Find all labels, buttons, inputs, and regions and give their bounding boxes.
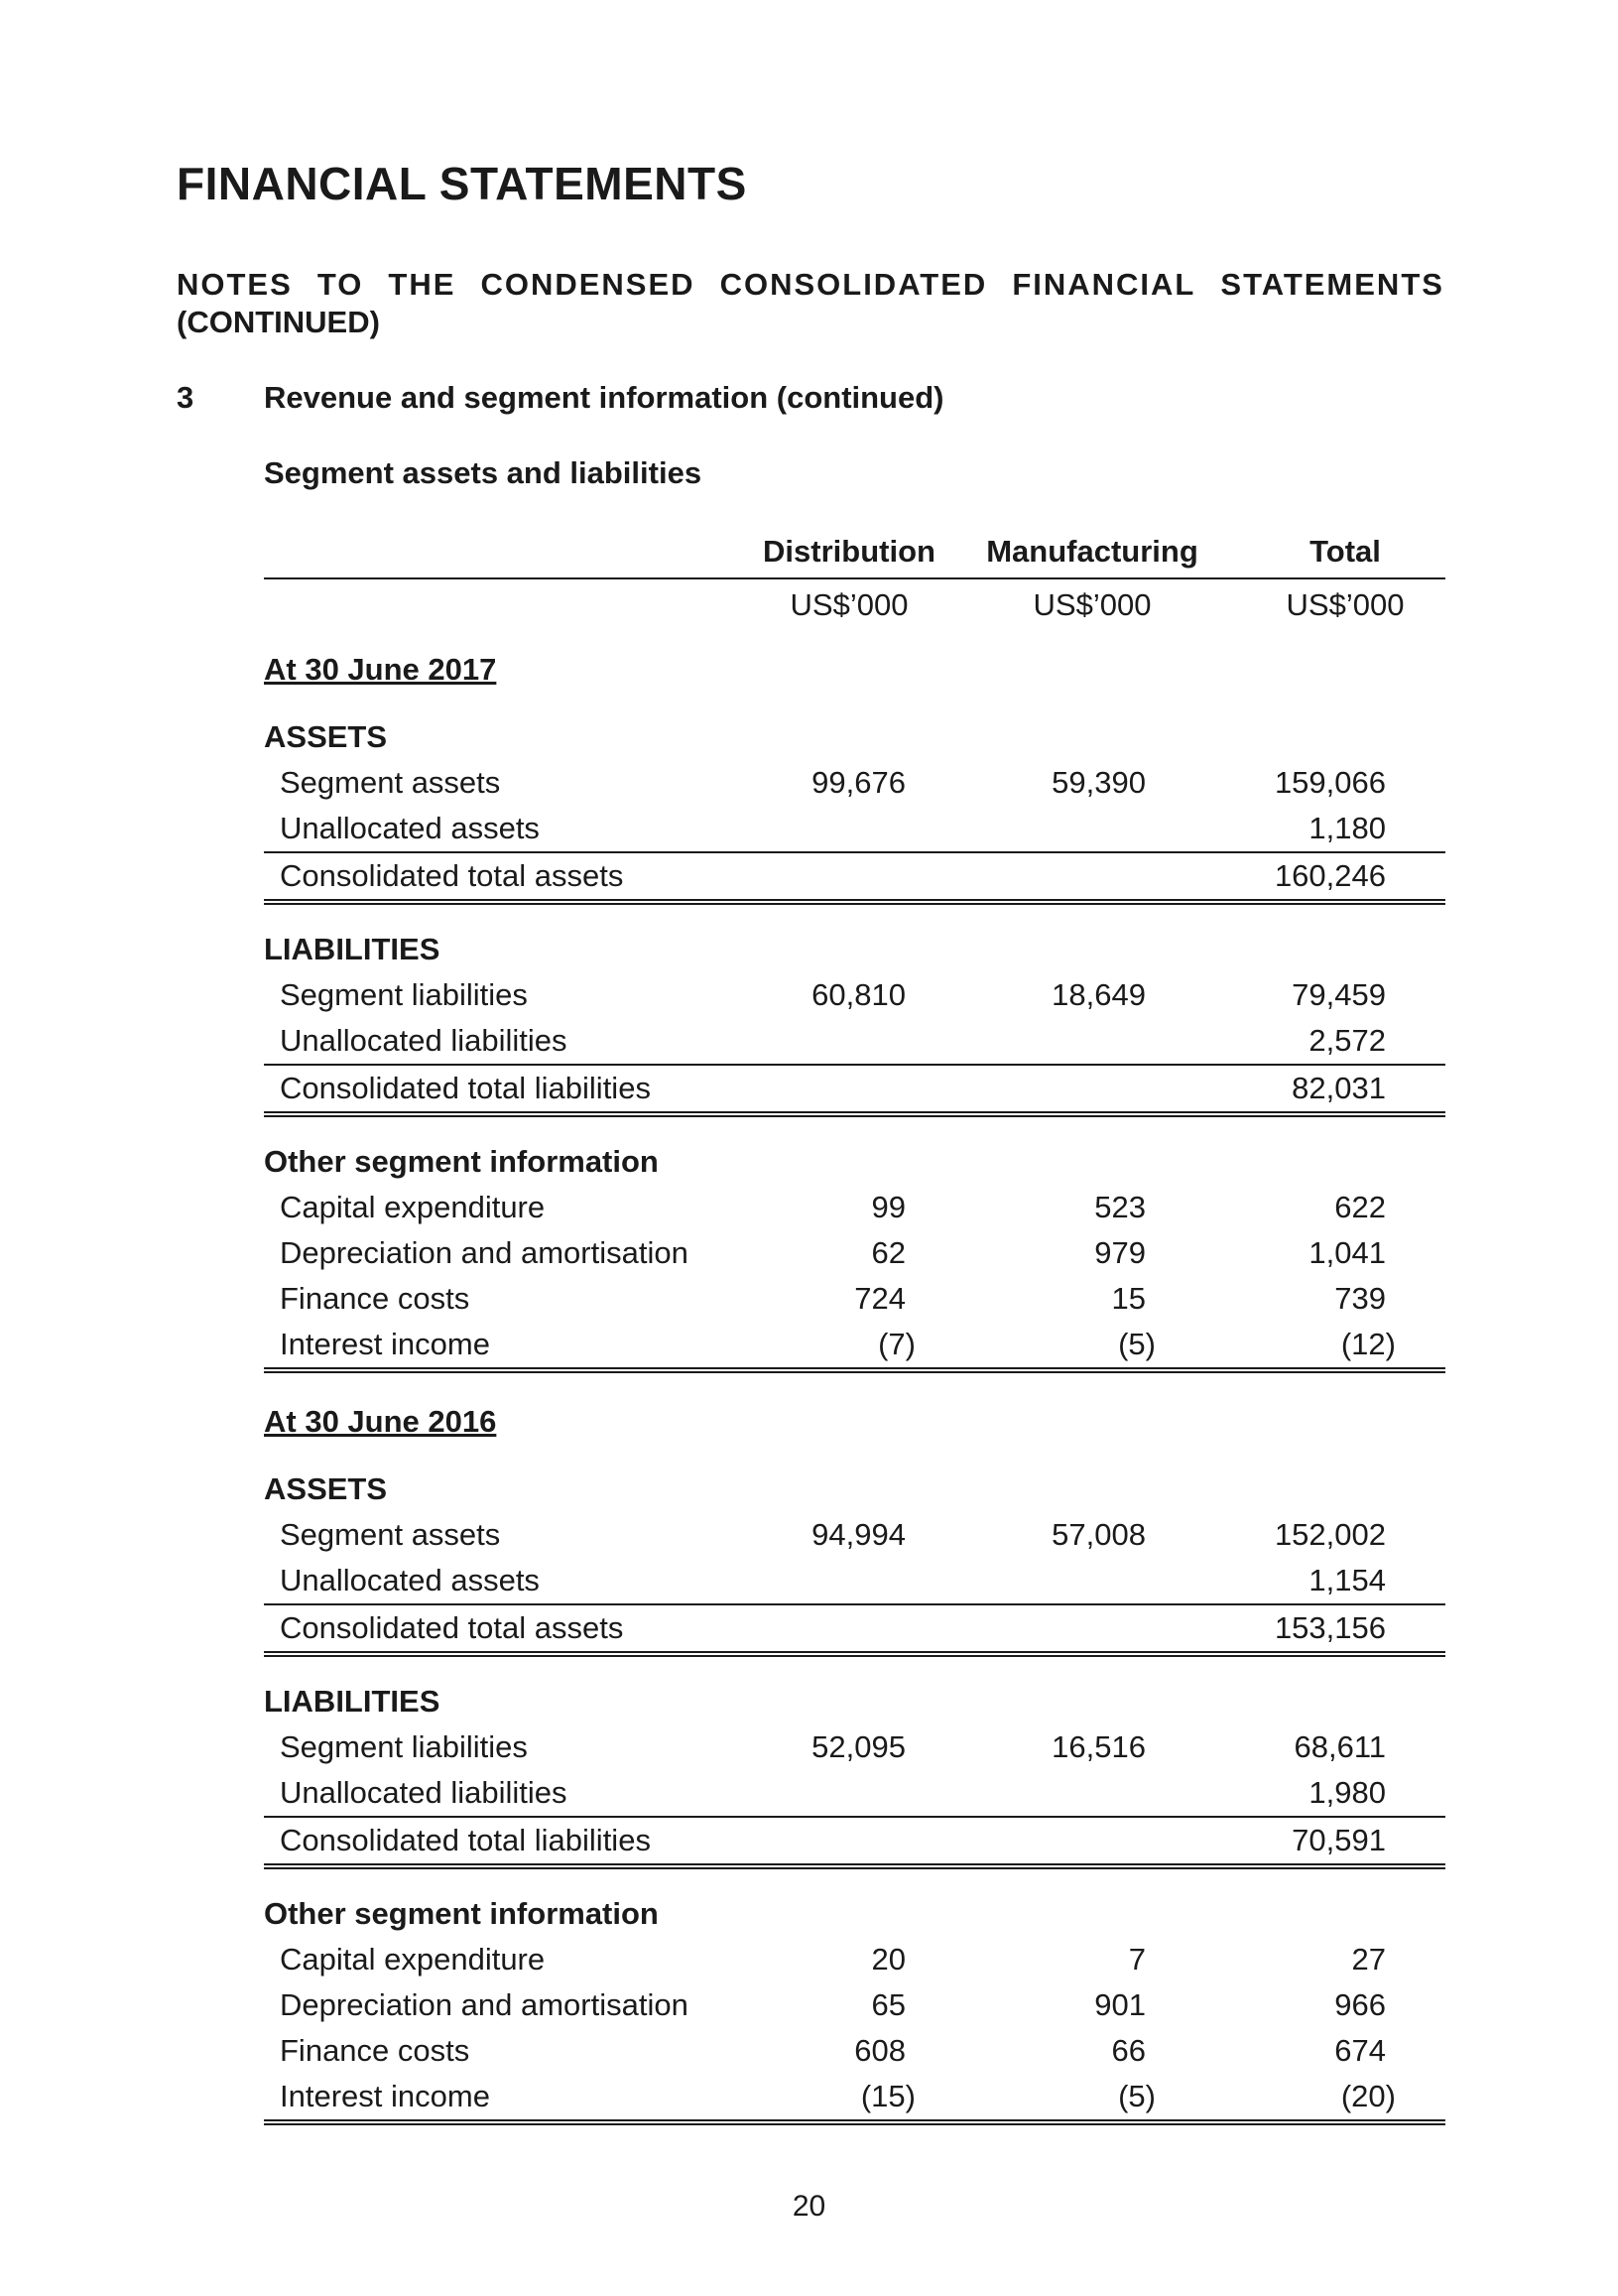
notes-heading-continued: (CONTINUED) <box>177 305 380 339</box>
cell-total: 153,156 <box>1274 1610 1386 1645</box>
cell-distribution: 94,994 <box>811 1517 906 1552</box>
cell-total: 79,459 <box>1292 977 1386 1012</box>
cell-total: 622 <box>1334 1190 1386 1224</box>
cell-total: 160,246 <box>1274 858 1386 893</box>
cell-distribution: 99,676 <box>811 765 906 800</box>
notes-heading-word: STATEMENTS <box>1220 267 1444 302</box>
cell-manufacturing: 979 <box>1094 1235 1146 1270</box>
cell-manufacturing: 18,649 <box>1052 977 1146 1012</box>
notes-heading-word: CONSOLIDATED <box>719 267 988 302</box>
row-label: Unallocated liabilities <box>280 1775 567 1810</box>
unit-label: US$’000 <box>790 587 909 622</box>
cell-manufacturing: 66 <box>1111 2033 1146 2068</box>
row-label: Segment liabilities <box>280 977 528 1012</box>
table-row <box>264 1018 1445 1064</box>
section-number: 3 <box>177 380 194 415</box>
cell-total: 739 <box>1334 1281 1386 1316</box>
cell-distribution: (7) <box>878 1327 916 1361</box>
row-label: Consolidated total assets <box>280 1610 624 1645</box>
row-label: Segment assets <box>280 765 501 800</box>
row-label: Segment liabilities <box>280 1729 528 1764</box>
notes-heading-word: THE <box>388 267 456 302</box>
row-label: Interest income <box>280 1327 490 1361</box>
cell-manufacturing: 57,008 <box>1052 1517 1146 1552</box>
row-label: Consolidated total liabilities <box>280 1071 651 1105</box>
table-row-total <box>264 1064 1445 1117</box>
table-row-total <box>264 1816 1445 1869</box>
table-row <box>264 1770 1445 1816</box>
period-heading-2016: At 30 June 2016 <box>264 1404 497 1439</box>
row-label: Depreciation and amortisation <box>280 1987 688 2022</box>
group-heading-other: Other segment information <box>264 1896 659 1931</box>
table-row <box>264 760 1445 806</box>
table-row <box>264 1937 1445 1982</box>
row-label: Capital expenditure <box>280 1190 546 1224</box>
cell-manufacturing: 523 <box>1094 1190 1146 1224</box>
column-header-distribution: Distribution <box>763 534 935 569</box>
group-heading-assets: ASSETS <box>264 719 388 754</box>
cell-distribution: 608 <box>854 2033 906 2068</box>
table-row <box>264 1982 1445 2028</box>
row-label: Interest income <box>280 2079 490 2113</box>
notes-heading-line <box>177 266 1444 304</box>
notes-heading-word: NOTES <box>177 267 293 302</box>
row-label: Depreciation and amortisation <box>280 1235 688 1270</box>
row-label: Unallocated assets <box>280 811 540 845</box>
group-heading-liabilities: LIABILITIES <box>264 1684 440 1719</box>
row-label: Finance costs <box>280 1281 470 1316</box>
section-subtitle: Segment assets and liabilities <box>264 455 702 490</box>
table-header-row <box>264 526 1445 579</box>
row-label: Capital expenditure <box>280 1942 546 1977</box>
table-row-total <box>264 1603 1445 1657</box>
unit-label: US$’000 <box>1033 587 1152 622</box>
cell-total: 70,591 <box>1292 1823 1386 1857</box>
group-heading-other: Other segment information <box>264 1144 659 1179</box>
row-label: Consolidated total assets <box>280 858 624 893</box>
table-row <box>264 806 1445 851</box>
cell-total: 2,572 <box>1308 1023 1386 1058</box>
table-row <box>264 1185 1445 1230</box>
table-row <box>264 2028 1445 2074</box>
table-row <box>264 1276 1445 1322</box>
row-label: Unallocated assets <box>280 1563 540 1597</box>
cell-distribution: 724 <box>854 1281 906 1316</box>
table-row-total <box>264 851 1445 905</box>
cell-manufacturing: (5) <box>1118 2079 1156 2113</box>
cell-total: 159,066 <box>1274 765 1386 800</box>
cell-total: 82,031 <box>1292 1071 1386 1105</box>
table-row <box>264 1322 1445 1373</box>
row-label: Segment assets <box>280 1517 501 1552</box>
row-label: Consolidated total liabilities <box>280 1823 651 1857</box>
row-label: Finance costs <box>280 2033 470 2068</box>
table-row <box>264 1230 1445 1276</box>
group-heading-liabilities: LIABILITIES <box>264 932 440 966</box>
row-label: Unallocated liabilities <box>280 1023 567 1058</box>
cell-manufacturing: (5) <box>1118 1327 1156 1361</box>
table-row <box>264 972 1445 1018</box>
notes-heading-word: FINANCIAL <box>1012 267 1196 302</box>
column-header-total: Total <box>1309 534 1381 569</box>
column-header-manufacturing: Manufacturing <box>986 534 1198 569</box>
cell-manufacturing: 59,390 <box>1052 765 1146 800</box>
table-row <box>264 1724 1445 1770</box>
cell-distribution: 62 <box>871 1235 906 1270</box>
cell-total: 1,980 <box>1308 1775 1386 1810</box>
cell-total: 1,180 <box>1308 811 1386 845</box>
table-row <box>264 2074 1445 2125</box>
cell-total: (12) <box>1340 1327 1396 1361</box>
cell-distribution: 65 <box>871 1987 906 2022</box>
page-title: FINANCIAL STATEMENTS <box>177 158 747 209</box>
notes-heading-word: CONDENSED <box>480 267 695 302</box>
cell-manufacturing: 16,516 <box>1052 1729 1146 1764</box>
notes-heading-word: TO <box>316 267 364 302</box>
table-row <box>264 1558 1445 1603</box>
table-row <box>264 1512 1445 1558</box>
cell-total: 1,154 <box>1308 1563 1386 1597</box>
cell-distribution: 60,810 <box>811 977 906 1012</box>
cell-total: 1,041 <box>1308 1235 1386 1270</box>
section-heading <box>177 380 944 416</box>
cell-distribution: 99 <box>871 1190 906 1224</box>
table-units-row <box>264 579 1445 631</box>
section-title: Revenue and segment information (continued) <box>264 380 944 415</box>
cell-manufacturing: 15 <box>1111 1281 1146 1316</box>
cell-total: 966 <box>1334 1987 1386 2022</box>
cell-manufacturing: 901 <box>1094 1987 1146 2022</box>
unit-label: US$’000 <box>1286 587 1405 622</box>
cell-total: 152,002 <box>1274 1517 1386 1552</box>
cell-distribution: 20 <box>871 1942 906 1977</box>
cell-total: 68,611 <box>1294 1729 1386 1764</box>
notes-heading <box>177 266 1444 341</box>
cell-total: (20) <box>1340 2079 1396 2113</box>
cell-distribution: (15) <box>860 2079 916 2113</box>
cell-total: 27 <box>1351 1942 1386 1977</box>
page-number: 20 <box>792 2190 826 2223</box>
segment-table <box>264 526 1445 2125</box>
group-heading-assets: ASSETS <box>264 1471 388 1506</box>
cell-manufacturing: 7 <box>1128 1942 1146 1977</box>
cell-total: 674 <box>1334 2033 1386 2068</box>
cell-distribution: 52,095 <box>811 1729 906 1764</box>
period-heading-2017: At 30 June 2017 <box>264 652 497 687</box>
